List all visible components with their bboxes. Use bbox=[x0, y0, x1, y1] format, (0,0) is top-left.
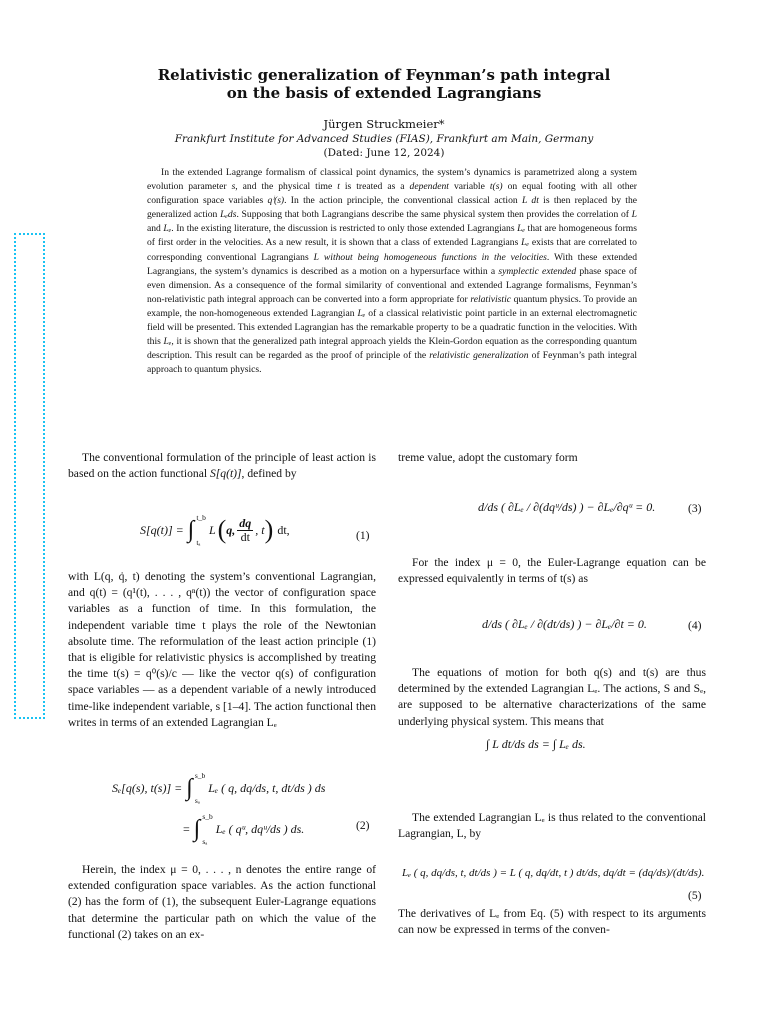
paper-title bbox=[100, 66, 668, 102]
selection-box[interactable] bbox=[14, 233, 45, 719]
equation-2-number: (2) bbox=[356, 819, 370, 832]
equation-2b: = ∫ s_b sₐ Lₑ ( qᵘ, dqᵘ/ds ) ds. bbox=[183, 812, 305, 846]
abstract-text: In the extended Lagrange formalism of classical point dynamics, the system’s dynamics is parametrized along a system evolution parameter s, and the physical time t is treated as a dependent variable t(s) on equal footing with all other configuration space variables qⁱ(s). In the action principle, the conventional classical action L dt is then replaced by the generalized action Lₑds. Supposing that both Lagrangians describe the same physical system then provides the correlation of L and Lₑ. In the existing literature, the discussion is restricted to only those extended Lagrangians Lₑ that are homogeneous forms of first order in the velocities. As a new result, it is shown that a class of extended Lagrangians Lₑ exists that are correlated to corresponding conventional Lagrangians L without being homogeneous functions in the velocities. With these extended Lagrangians, the system’s dynamics is described as a motion on a hypersurface within a symplectic extended phase space of even dimension. As a consequence of the formal similarity of conventional and extended Lagrange formalisms, Feynman’s non-relativistic path integral approach can be converted into a form appropriate for relativistic quantum physics. To provide an example, the non-homogeneous extended Lagrangian Lₑ of a classical relativistic point particle in an external electromagnetic field will be presented. This extended Lagrangian has the remarkable property to be a quadratic function in the velocities. With this Lₑ, it is shown that the generalized path integral approach yields the Klein-Gordon equation as the corresponding quantum description. This result can be regarded as the proof of principle of the relativistic generalization of Feynman’s path integral approach to quantum physics. bbox=[147, 167, 638, 376]
right-paragraph-1: treme value, adopt the customary form bbox=[398, 451, 578, 464]
equation-4: d/ds ( ∂Lₑ / ∂(dt/ds) ) − ∂Lₑ/∂t = 0. bbox=[482, 617, 647, 631]
equation-2a: Sₑ[q(s), t(s)] = ∫ s_b sₐ Lₑ ( q, dq/ds, t, dt/ds ) ds bbox=[112, 771, 326, 805]
equation-3: d/ds ( ∂Lₑ / ∂(dqᵘ/ds) ) − ∂Lₑ/∂qᵘ = 0. bbox=[478, 500, 656, 514]
right-paragraph-4: The extended Lagrangian Lₑ is thus related to the conventional Lagrangian, L, by bbox=[398, 811, 706, 841]
left-paragraph-2: with L(q, q̇, t) denoting the system’s conventional Lagrangian, and q(t) = (q¹(t), . . . , qⁿ(t)) the vector of configuration space variables as a function of time. In this formulation, the independent variable time t plays the role of the Newtonian absolute time. The reformulation of the least action principle (1) that is eligible for relativistic physics is accomplished by treating the time t(s) = q⁰(s)/c — like the vector q(s) of configuration space variables — as a dependent variable of a newly introduced time-like independent variable, s [1–4]. The action functional then writes in terms of an extended Lagrangian Lₑ bbox=[68, 570, 376, 729]
equation-5-number: (5) bbox=[688, 889, 702, 902]
equation-3-number: (3) bbox=[688, 502, 702, 515]
right-paragraph-3: The equations of motion for both q(s) and t(s) are thus determined by the extended Lagrangian Lₑ. The actions, S and Sₑ, are supposed to be alternative characterizations of the same underlying physical system. This means that bbox=[398, 666, 706, 728]
equation-action-equivalence: ∫ L dt/ds ds = ∫ Lₑ ds. bbox=[486, 737, 586, 751]
equation-1-number: (1) bbox=[356, 529, 370, 542]
equation-5: Lₑ ( q, dq/ds, t, dt/ds ) = L ( q, dq/dt, t ) dt/ds, dq/dt = (dq/ds)/(dt/ds). bbox=[402, 867, 705, 879]
author: Jürgen Struckmeier* bbox=[323, 117, 445, 131]
equation-4-number: (4) bbox=[688, 619, 702, 632]
right-paragraph-5: The derivatives of Lₑ from Eq. (5) with respect to its arguments can now be expressed in terms of the conven- bbox=[398, 907, 706, 937]
left-paragraph-3: Herein, the index μ = 0, . . . , n denotes the entire range of extended configuration space variables. As the action functional (2) has the form of (1), the subsequent Euler-Lagrange equations that determine the particular path on which the value of the functional (2) takes on an ex- bbox=[68, 863, 376, 941]
title-line-1: Relativistic generalization of Feynman’s path integral bbox=[157, 66, 611, 84]
abstract bbox=[147, 166, 637, 377]
affiliation: Frankfurt Institute for Advanced Studies (FIAS), Frankfurt am Main, Germany bbox=[174, 133, 594, 145]
right-paragraph-2: For the index μ = 0, the Euler-Lagrange equation can be expressed equivalently in terms of t(s) as bbox=[398, 556, 706, 586]
date: (Dated: June 12, 2024) bbox=[323, 147, 445, 159]
equation-1: S[q(t)] = ∫ t_b tₐ L ( q, $\frac{dq}{dt}$ , t ) dt, bbox=[140, 513, 290, 547]
left-paragraph-1: The conventional formulation of the principle of least action is based on the action functional S[q(t)], defined by bbox=[68, 451, 376, 481]
title-line-2: on the basis of extended Lagrangians bbox=[226, 84, 542, 102]
